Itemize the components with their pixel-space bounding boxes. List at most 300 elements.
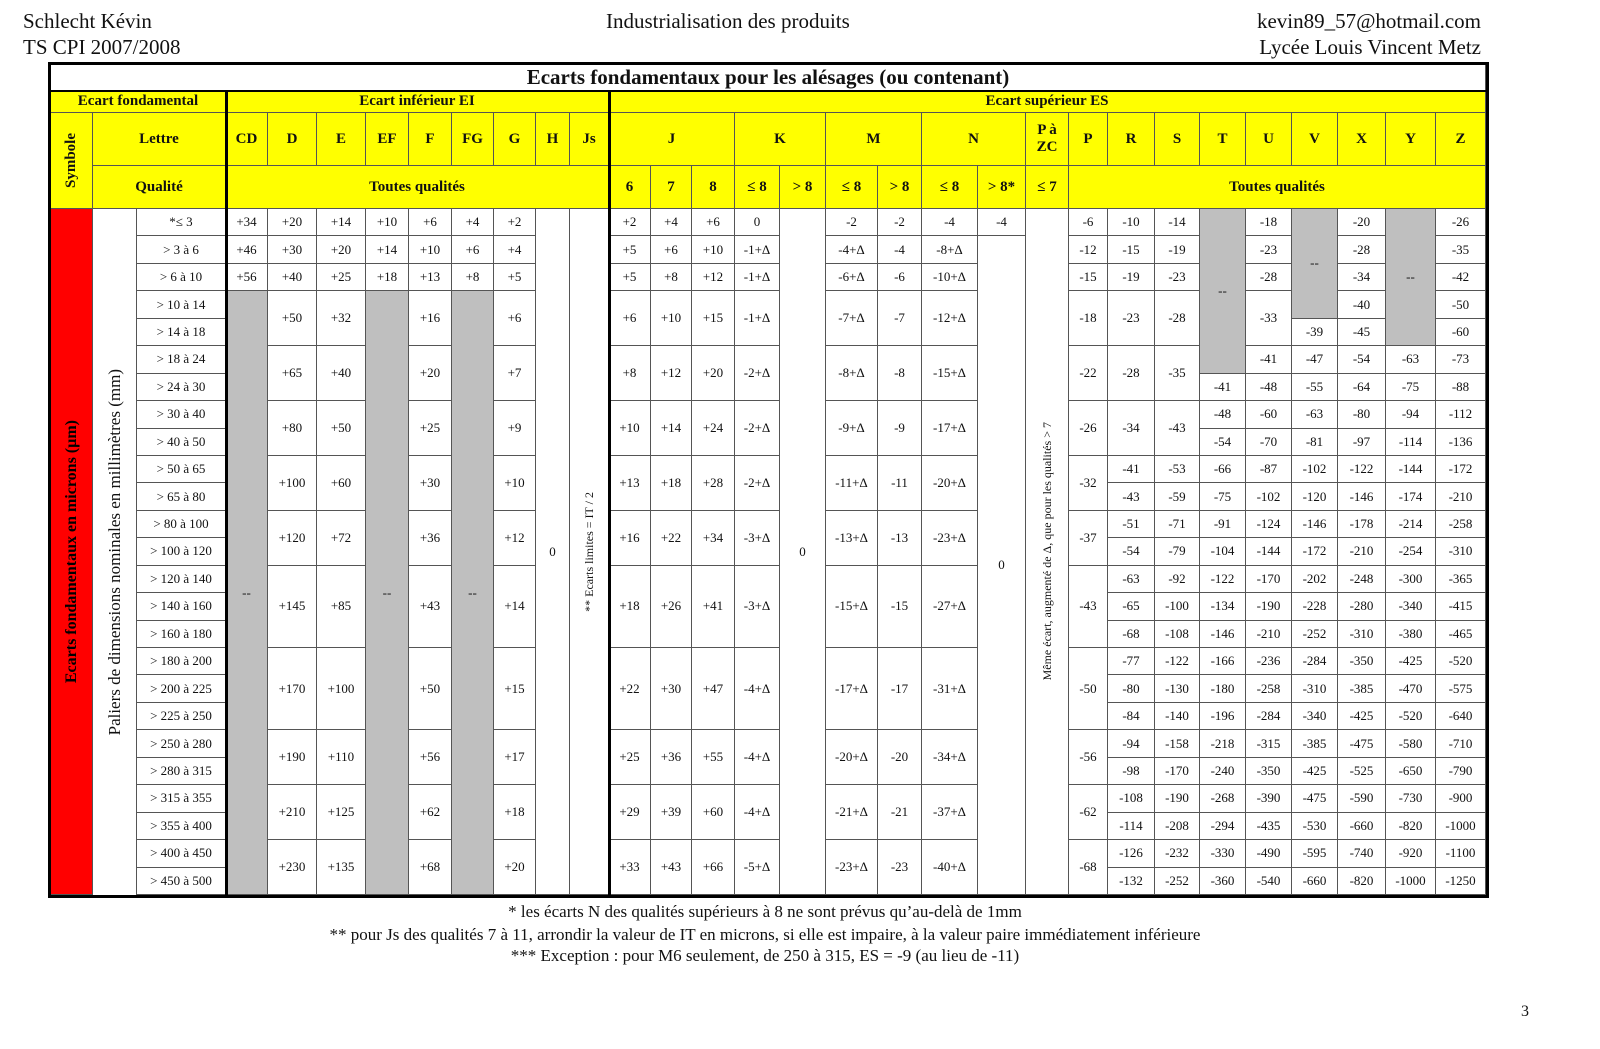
value-cell — [1108, 346, 1155, 401]
value-cell-text: +20 — [281, 214, 303, 230]
value-cell — [826, 346, 878, 401]
value-cell — [1338, 868, 1386, 895]
value-cell-text: -254 — [1398, 543, 1423, 559]
value-cell — [1436, 813, 1486, 840]
value-cell-text: -31+Δ — [932, 680, 967, 696]
quality-8 — [978, 166, 1026, 209]
value-cell-text: +170 — [278, 680, 306, 696]
value-cell — [1069, 401, 1108, 456]
letter-r — [1108, 113, 1155, 166]
side-label-microns-text: Ecarts fondamentaux en microns (µm) — [62, 419, 80, 684]
value-cell — [366, 291, 409, 895]
value-cell — [1246, 264, 1292, 291]
value-cell — [1200, 813, 1246, 840]
value-cell — [692, 291, 735, 346]
value-cell — [494, 648, 536, 730]
value-cell — [1108, 483, 1155, 510]
qualite-header-text: Qualité — [135, 178, 183, 195]
value-cell — [692, 236, 735, 263]
value-cell-text: -20+Δ — [834, 749, 869, 765]
value-cell — [1338, 730, 1386, 757]
value-cell — [1155, 813, 1200, 840]
value-cell — [1155, 264, 1200, 291]
value-cell-text: -55 — [1305, 378, 1324, 394]
value-cell — [735, 730, 780, 785]
value-cell-text: -17+Δ — [834, 680, 869, 696]
value-cell — [609, 785, 651, 840]
value-cell — [1386, 730, 1436, 757]
school-name: Lycée Louis Vincent Metz — [1259, 35, 1481, 59]
value-cell-text: -4 — [996, 214, 1007, 230]
value-cell — [651, 264, 692, 291]
value-cell — [1246, 209, 1292, 236]
value-cell — [878, 785, 922, 840]
value-cell-text: -48 — [1213, 406, 1232, 422]
value-cell-text: -79 — [1168, 543, 1186, 559]
value-cell — [651, 730, 692, 785]
value-cell — [1386, 868, 1436, 895]
value-cell-text: -71 — [1168, 516, 1186, 532]
value-cell — [1386, 813, 1436, 840]
value-cell — [452, 236, 494, 263]
value-cell-text: -140 — [1165, 708, 1189, 724]
value-cell — [609, 401, 651, 456]
value-cell — [1108, 675, 1155, 702]
value-cell — [1200, 675, 1246, 702]
value-cell-text: -178 — [1349, 516, 1374, 532]
value-cell-text: -122 — [1165, 653, 1189, 669]
value-cell — [1155, 675, 1200, 702]
value-cell — [651, 785, 692, 840]
value-cell-text: -1+Δ — [743, 310, 771, 326]
value-cell — [1155, 209, 1200, 236]
value-cell — [1292, 511, 1338, 538]
value-cell — [226, 236, 268, 263]
value-cell-text: -248 — [1349, 570, 1374, 586]
value-cell — [317, 648, 366, 730]
letter-p-text: P — [1083, 130, 1093, 147]
value-cell — [1338, 264, 1386, 291]
value-cell-text: +34 — [702, 529, 724, 545]
value-cell-text: +50 — [419, 680, 441, 696]
value-cell — [1246, 621, 1292, 648]
value-cell-text: -22 — [1079, 365, 1097, 381]
value-cell-text: +190 — [278, 749, 306, 765]
value-cell — [1292, 566, 1338, 593]
value-cell — [317, 566, 366, 648]
value-cell — [1436, 621, 1486, 648]
value-cell — [1108, 236, 1155, 263]
p-to-zc-column-note — [1026, 209, 1069, 895]
value-cell-text: -196 — [1210, 708, 1235, 724]
value-cell-text: -108 — [1165, 625, 1189, 641]
value-cell-text: -94 — [1122, 735, 1140, 751]
value-cell-text: +9 — [507, 420, 522, 436]
value-cell — [366, 236, 409, 263]
value-cell-text: -575 — [1448, 680, 1473, 696]
value-cell-text: +20 — [504, 859, 525, 875]
value-cell — [922, 291, 978, 346]
range-row-label-text: > 450 à 500 — [150, 872, 212, 888]
ecart-superieur-header-text: Ecart supérieur ES — [985, 93, 1109, 109]
value-cell — [268, 566, 317, 648]
value-cell-text: +4 — [465, 214, 480, 230]
value-cell — [1386, 346, 1436, 373]
value-cell — [651, 648, 692, 730]
value-cell-text: +4 — [664, 214, 678, 230]
value-cell-text: -50 — [1079, 680, 1097, 696]
value-cell-text: -17 — [890, 680, 909, 696]
value-cell-text: -385 — [1302, 735, 1327, 751]
value-cell-text: -172 — [1302, 543, 1327, 559]
value-cell-text: -465 — [1448, 625, 1473, 641]
value-cell — [1386, 593, 1436, 620]
value-cell-text: +8 — [664, 269, 678, 285]
value-cell-text: +14 — [660, 420, 682, 436]
value-cell-text: +10 — [619, 420, 640, 436]
value-cell-text: -174 — [1398, 488, 1423, 504]
range-row-label-text: > 400 à 450 — [150, 845, 212, 861]
range-row-label-text: > 50 à 65 — [156, 461, 206, 477]
value-cell-text: +41 — [702, 598, 724, 614]
letter-e — [317, 113, 366, 166]
value-cell-text: -172 — [1448, 461, 1473, 477]
value-cell — [1108, 703, 1155, 730]
value-cell-text: +72 — [330, 529, 352, 545]
value-cell-text: -1100 — [1445, 845, 1476, 861]
value-cell — [735, 456, 780, 511]
value-cell — [826, 401, 878, 456]
range-row-label — [137, 511, 226, 538]
value-cell — [1200, 593, 1246, 620]
value-cell-text: +10 — [419, 241, 441, 257]
value-cell-text: 0 — [799, 543, 806, 559]
symbole-header-text: Symbole — [63, 132, 79, 188]
value-cell — [651, 401, 692, 456]
letter-x-text: X — [1356, 130, 1367, 147]
js-column-note — [570, 209, 609, 895]
value-cell — [317, 236, 366, 263]
value-cell — [1246, 483, 1292, 510]
value-cell — [1338, 209, 1386, 236]
value-cell-text: +33 — [619, 859, 640, 875]
footnote-1: * les écarts N des qualités supérieurs à 8 ne sont prévus qu’au-delà de 1mm — [508, 902, 1022, 921]
range-row-label-text: > 40 à 50 — [156, 433, 206, 449]
value-cell — [609, 346, 651, 401]
quality-7 — [922, 166, 978, 209]
toutes-qualites-ei — [226, 166, 609, 209]
value-cell — [609, 648, 651, 730]
value-cell — [494, 209, 536, 236]
value-cell-text: -170 — [1256, 570, 1281, 586]
value-cell-text: -475 — [1349, 735, 1374, 751]
value-cell-text: -202 — [1302, 570, 1327, 586]
value-cell — [268, 209, 317, 236]
letter-12-text: N — [968, 130, 979, 147]
value-cell — [1292, 758, 1338, 785]
value-cell-text: -580 — [1398, 735, 1423, 751]
value-cell — [1292, 868, 1338, 895]
value-cell-text: -48 — [1259, 378, 1278, 394]
value-cell — [1069, 291, 1108, 346]
range-row-label — [137, 703, 226, 730]
value-cell-text: -660 — [1302, 872, 1327, 888]
value-cell-text: -425 — [1349, 708, 1374, 724]
value-cell — [735, 840, 780, 895]
value-cell-text: +47 — [702, 680, 724, 696]
value-cell — [1069, 511, 1108, 566]
range-row-label — [137, 648, 226, 675]
value-cell-text: -70 — [1259, 433, 1278, 449]
value-cell-text: -63 — [1401, 351, 1420, 367]
value-cell-text: -64 — [1352, 378, 1371, 394]
value-cell-text: -20 — [1352, 214, 1371, 230]
value-cell-text: +55 — [702, 749, 724, 765]
value-cell-text: -210 — [1448, 488, 1473, 504]
value-cell — [922, 236, 978, 263]
value-cell — [1246, 291, 1292, 346]
value-cell-text: -435 — [1256, 817, 1281, 833]
value-cell — [651, 291, 692, 346]
value-cell-text: +7 — [507, 365, 522, 381]
value-cell — [609, 236, 651, 263]
value-cell-text: -900 — [1448, 790, 1473, 806]
thick-divider — [225, 91, 228, 895]
value-cell-text: -710 — [1448, 735, 1473, 751]
value-cell-text: +135 — [327, 859, 355, 875]
value-cell — [452, 291, 494, 895]
value-cell-text: -87 — [1259, 461, 1278, 477]
value-cell — [735, 401, 780, 456]
value-cell — [651, 209, 692, 236]
value-cell-text: -9 — [894, 420, 905, 436]
value-cell-text: -47 — [1305, 351, 1324, 367]
value-cell — [1436, 401, 1486, 428]
value-cell — [317, 840, 366, 895]
range-row-label — [137, 264, 226, 291]
value-cell-text: -73 — [1451, 351, 1470, 367]
value-cell — [494, 401, 536, 456]
value-cell — [1246, 401, 1292, 428]
value-cell — [317, 785, 366, 840]
value-cell — [922, 511, 978, 566]
value-cell — [1386, 566, 1436, 593]
value-cell-text: -17+Δ — [932, 420, 967, 436]
value-cell — [1436, 868, 1486, 895]
value-cell — [1292, 840, 1338, 867]
value-cell — [735, 785, 780, 840]
p-to-zc-column-note-text: Même écart, augmenté de Δ, que pour les qualités > 7 — [1039, 422, 1054, 681]
value-cell — [1200, 209, 1246, 374]
letter-cd — [226, 113, 268, 166]
value-cell-text: -23+Δ — [834, 859, 869, 875]
value-cell — [1246, 868, 1292, 895]
value-cell — [409, 566, 452, 648]
value-cell-text: +110 — [327, 749, 355, 765]
value-cell-text: -53 — [1168, 461, 1186, 477]
quality-5-text: ≤ 8 — [841, 178, 862, 195]
value-cell — [651, 511, 692, 566]
value-cell-text: -1000 — [1445, 817, 1476, 833]
letter-13-text: P à ZC — [1036, 122, 1058, 155]
value-cell — [878, 511, 922, 566]
value-cell — [609, 209, 651, 236]
value-cell — [692, 209, 735, 236]
value-cell — [1386, 456, 1436, 483]
value-cell — [1108, 401, 1155, 456]
quality-3 — [735, 166, 780, 209]
value-cell — [609, 291, 651, 346]
value-cell — [1155, 730, 1200, 757]
value-cell-text: -15+Δ — [932, 365, 967, 381]
value-cell — [494, 840, 536, 895]
value-cell-text: -59 — [1168, 488, 1186, 504]
value-cell-text: -540 — [1256, 872, 1281, 888]
table-title — [51, 65, 1486, 91]
value-cell-text: -68 — [1079, 859, 1097, 875]
value-cell — [735, 291, 780, 346]
letter-y — [1386, 113, 1436, 166]
value-cell-text: -13 — [890, 529, 909, 545]
value-cell-text: +145 — [278, 598, 306, 614]
value-cell — [1155, 593, 1200, 620]
value-cell-text: -124 — [1256, 516, 1281, 532]
value-cell — [878, 456, 922, 511]
value-cell — [1108, 621, 1155, 648]
value-cell-text: -14 — [1168, 214, 1186, 230]
value-cell — [1246, 346, 1292, 373]
value-cell-text: -54 — [1213, 433, 1232, 449]
value-cell-text: -6 — [1082, 214, 1094, 230]
value-cell-text: +34 — [236, 214, 257, 230]
value-cell-text: -114 — [1398, 433, 1423, 449]
value-cell — [1338, 236, 1386, 263]
value-cell-text: -43 — [1168, 420, 1186, 436]
value-cell-text: -43 — [1079, 598, 1097, 614]
range-row-label-text: > 6 à 10 — [159, 269, 203, 285]
value-cell — [609, 730, 651, 785]
value-cell-text: -23 — [1122, 310, 1140, 326]
value-cell — [226, 264, 268, 291]
value-cell — [1436, 840, 1486, 867]
quality-5 — [826, 166, 878, 209]
value-cell-text: -252 — [1302, 625, 1327, 641]
value-cell — [1292, 319, 1338, 346]
value-cell-text: -1000 — [1395, 872, 1426, 888]
value-cell — [1436, 511, 1486, 538]
value-cell-text: -144 — [1256, 543, 1281, 559]
value-cell-text: +18 — [504, 804, 525, 820]
value-cell — [1246, 236, 1292, 263]
value-cell-text: +30 — [660, 680, 682, 696]
value-cell-text: +5 — [622, 269, 637, 285]
value-cell-text: -100 — [1165, 598, 1189, 614]
value-cell — [1246, 538, 1292, 565]
letter-fg-text: FG — [462, 130, 483, 147]
value-cell-text: +65 — [281, 365, 303, 381]
value-cell — [1292, 593, 1338, 620]
value-cell — [1200, 730, 1246, 757]
lettre-header-text: Lettre — [139, 130, 179, 147]
value-cell-text: +22 — [619, 680, 640, 696]
value-cell — [651, 840, 692, 895]
value-cell — [735, 566, 780, 648]
value-cell-text: -8+Δ — [936, 241, 963, 257]
value-cell-text: -10+Δ — [932, 269, 967, 285]
value-cell — [1436, 236, 1486, 263]
value-cell-text: -80 — [1352, 406, 1371, 422]
value-cell-text: -15 — [1122, 241, 1140, 257]
value-cell — [609, 264, 651, 291]
side-label-dimensions — [93, 209, 137, 895]
range-row-label — [137, 374, 226, 401]
value-cell-text: -28 — [1122, 365, 1140, 381]
value-cell — [922, 401, 978, 456]
value-cell-text: -158 — [1165, 735, 1189, 751]
letter-t-text: T — [1217, 130, 1228, 147]
quality-0 — [609, 166, 651, 209]
letter-js-text: Js — [582, 130, 596, 147]
value-cell-text: +85 — [330, 598, 352, 614]
range-row-label-text: > 10 à 14 — [156, 296, 206, 312]
value-cell-text: -35 — [1168, 365, 1186, 381]
value-cell-text: +18 — [619, 598, 640, 614]
quality-9-text: ≤ 7 — [1037, 178, 1057, 195]
value-cell — [268, 730, 317, 785]
value-cell-text: -114 — [1119, 817, 1143, 833]
value-cell — [1200, 538, 1246, 565]
value-cell-text: +14 — [376, 241, 398, 257]
value-cell — [1200, 374, 1246, 401]
range-row-label — [137, 401, 226, 428]
value-cell — [1436, 730, 1486, 757]
value-cell-text: -104 — [1210, 543, 1235, 559]
value-cell-text: -12 — [1079, 241, 1097, 257]
value-cell — [1292, 209, 1338, 319]
range-row-label — [137, 538, 226, 565]
value-cell — [651, 236, 692, 263]
value-cell-text: +80 — [281, 420, 303, 436]
value-cell — [1436, 593, 1486, 620]
value-cell-text: -790 — [1448, 763, 1473, 779]
value-cell — [692, 346, 735, 401]
subject-title: Industrialisation des produits — [606, 9, 850, 33]
value-cell-text: -136 — [1448, 433, 1473, 449]
value-cell-text: -60 — [1451, 323, 1470, 339]
value-cell — [826, 785, 878, 840]
value-cell — [1069, 209, 1108, 236]
letter-d — [268, 113, 317, 166]
value-cell — [409, 209, 452, 236]
value-cell — [1292, 813, 1338, 840]
value-cell-text: -284 — [1302, 653, 1327, 669]
value-cell — [1338, 291, 1386, 318]
value-cell-text: -132 — [1119, 872, 1143, 888]
qualite-header — [93, 166, 226, 209]
value-cell — [1155, 401, 1200, 456]
value-cell — [826, 511, 878, 566]
value-cell — [922, 209, 978, 236]
value-cell — [922, 566, 978, 648]
value-cell — [1069, 840, 1108, 895]
value-cell — [1436, 291, 1486, 318]
range-row-label — [137, 456, 226, 483]
value-cell-text: -640 — [1448, 708, 1473, 724]
value-cell — [268, 291, 317, 346]
value-cell — [1386, 483, 1436, 510]
value-cell-text: +210 — [278, 804, 306, 820]
value-cell-text: +17 — [504, 749, 525, 765]
